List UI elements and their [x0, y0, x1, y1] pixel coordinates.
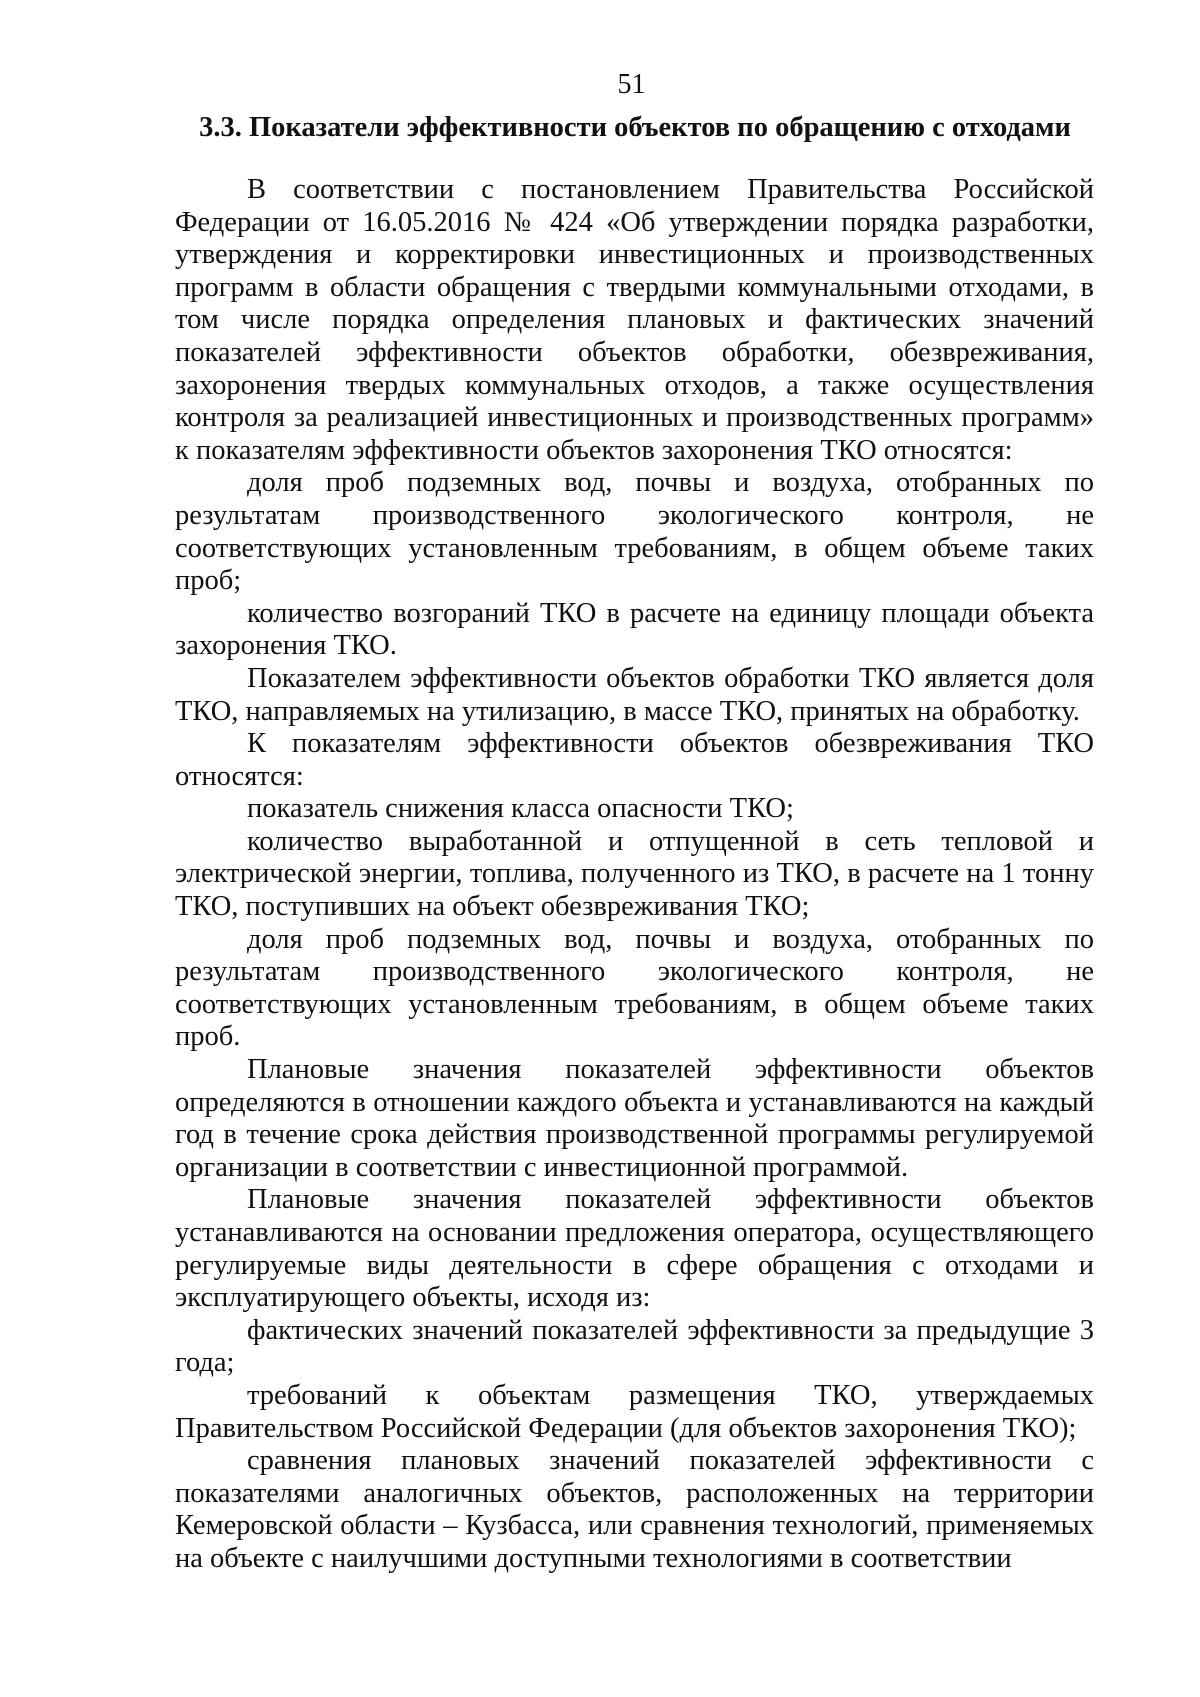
paragraph: количество выработанной и отпущенной в сеть тепловой и электрической энергии, топлива, полученного из ТКО, в расчете на 1 тонну ТКО, поступивших на объект обезвреживания ТКО; — [175, 825, 1094, 923]
paragraph: доля проб подземных вод, почвы и воздуха, отобранных по результатам производственного экологического контроля, не соответствующих установленным требованиям, в общем объеме таких проб. — [175, 923, 1094, 1053]
paragraph: доля проб подземных вод, почвы и воздуха, отобранных по результатам производственного экологического контроля, не соответствующих установленным требованиям, в общем объеме таких проб; — [175, 467, 1094, 597]
paragraph: показатель снижения класса опасности ТКО; — [247, 793, 794, 825]
page-number: 51 — [617, 69, 646, 100]
paragraph: фактических значений показателей эффективности за предыдущие 3 года; — [175, 1314, 1094, 1379]
section-title: 3.3. Показатели эффективности объектов по обращению с отходами — [199, 112, 1071, 143]
paragraph: сравнения плановых значений показателей эффективности с показателями аналогичных объектов, расположенных на территории Кемеровской области – Кузбасса, или сравнения технологий, применяемых на объекте с наилучшими доступными технологиями в соответствии — [175, 1445, 1094, 1574]
paragraph: Показателем эффективности объектов обработки ТКО является доля ТКО, направляемых на утилизацию, в массе ТКО, принятых на обработку. — [175, 662, 1094, 727]
paragraph: К показателям эффективности объектов обезвреживания ТКО относятся: — [175, 728, 1094, 792]
paragraph: требований к объектам размещения ТКО, утверждаемых Правительством Российской Федерации (для объектов захоронения ТКО); — [175, 1379, 1094, 1444]
document-body — [175, 174, 1094, 1576]
paragraph: количество возгораний ТКО в расчете на единицу площади объекта захоронения ТКО. — [175, 597, 1094, 662]
paragraph: Плановые значения показателей эффективности объектов устанавливаются на основании предложения оператора, осуществляющего регулируемые виды деятельности в сфере обращения с отходами и эксплуатирующего объекты, исходя из: — [175, 1184, 1094, 1314]
paragraph: В соответствии с постановлением Правительства Российской Федерации от 16.05.2016 № 424 «Об утверждении порядка разработки, утверждения и корректировки инвестиционных и производственных программ в области обращения с твердыми коммунальными отходами, в том числе порядка определения плановых и фактических значений показателей эффективности объектов обработки, обезвреживания, захоронения твердых коммунальных отходов, а также осуществления контроля за реализацией инвестиционных и производственных программ» к показателям эффективности объектов захоронения ТКО относятся: — [175, 174, 1094, 466]
paragraph: Плановые значения показателей эффективности объектов определяются в отношении каждого объекта и устанавливаются на каждый год в течение срока действия производственной программы регулируемой организации в соответствии с инвестиционной программой. — [175, 1054, 1094, 1183]
